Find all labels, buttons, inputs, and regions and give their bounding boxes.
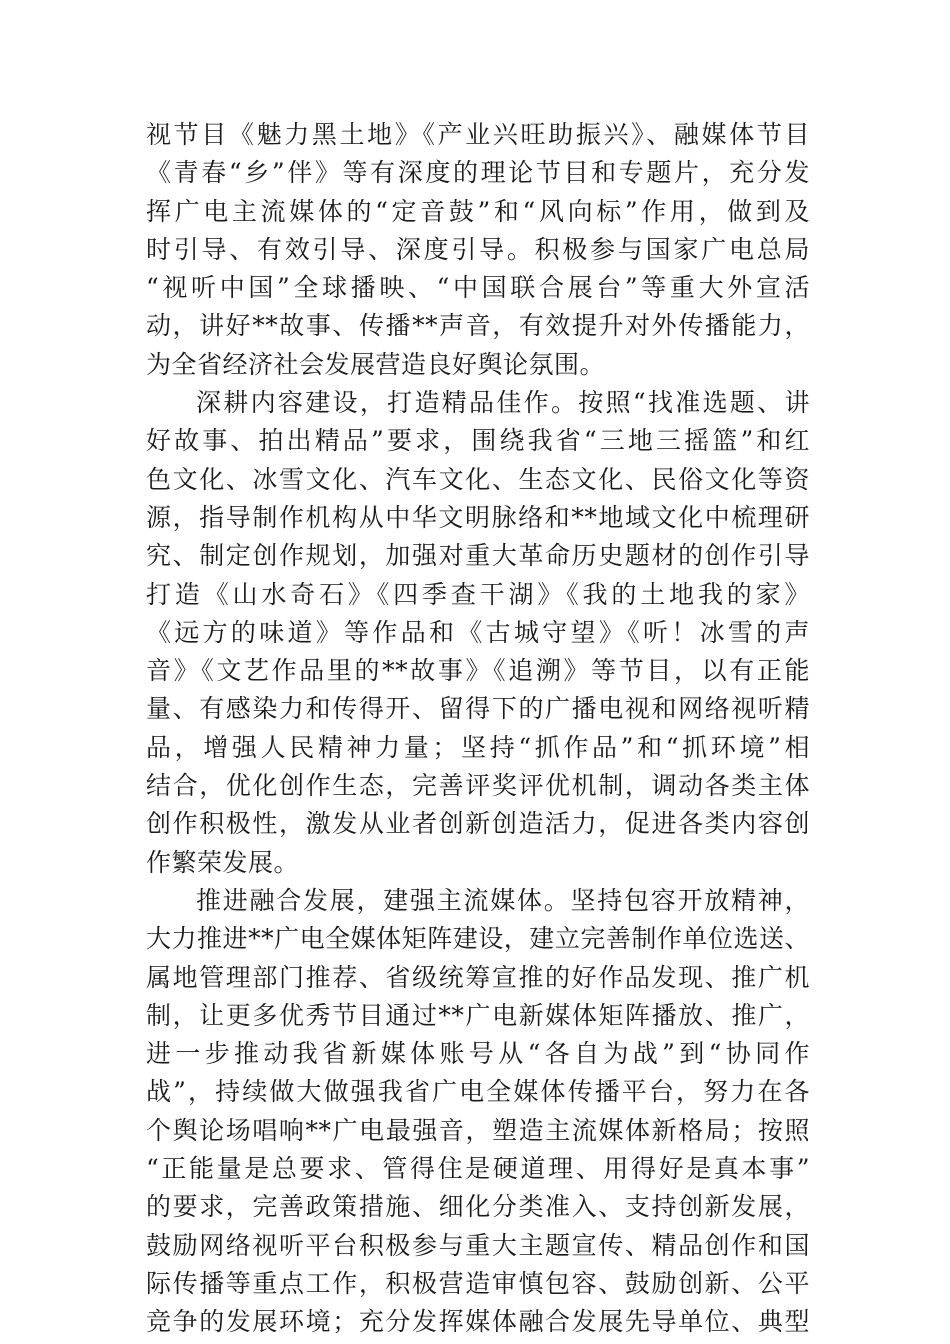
text-line: 好故事、拍出精品”要求，围绕我省“三地三摇篮”和红 [146,426,810,456]
text-line: 的要求，完善政策措施、细化分类准入、支持创新发展， [146,1192,810,1222]
text-line: 鼓励网络视听平台积极参与重大主题宣传、精品创作和国 [146,1230,810,1260]
text-line: 《远方的味道》等作品和《古城守望》《听！冰雪的声 [146,617,810,647]
text-line: 色文化、冰雪文化、汽车文化、生态文化、民俗文化等资 [146,464,810,494]
text-line: 作繁荣发展。 [146,847,300,877]
text-line: 进一步推动我省新媒体账号从“各自为战”到“协同作 [146,1039,810,1069]
text-line: “正能量是总要求、管得住是硬道理、用得好是真本事” [146,1154,810,1184]
text-line: 制，让更多优秀节目通过**广电新媒体矩阵播放、推广， [146,1000,810,1030]
body-text [146,116,810,1342]
text-line: 品，增强人民精神力量；坚持“抓作品”和“抓环境”相 [146,732,810,762]
text-line: 际传播等重点工作，积极营造审慎包容、鼓励创新、公平 [146,1268,810,1298]
text-line: 视节目《魅力黑土地》《产业兴旺助振兴》、融媒体节目 [146,120,810,149]
text-line: 竞争的发展环境；充分发挥媒体融合发展先导单位、典型 [146,1307,810,1337]
text-line: 结合，优化创作生态，完善评奖评优机制，调动各类主体 [146,771,810,801]
text-line: 打造《山水奇石》《四季查干湖》《我的土地我的家》 [146,579,810,609]
text-line: 大力推进**广电全媒体矩阵建设，建立完善制作单位选送、 [146,924,810,954]
text-line: 推进融合发展，建强主流媒体。坚持包容开放精神， [196,885,810,915]
text-line: 音》《文艺作品里的**故事》《追溯》等节目，以有正能 [146,656,810,686]
text-line: 创作积极性，激发从业者创新创造活力，促进各类内容创 [146,809,810,839]
text-line: 战”，持续做大做强我省广电全媒体传播平台，努力在各 [146,1077,810,1107]
text-line: 动，讲好**故事、传播**声音，有效提升对外传播能力， [146,311,810,341]
text-line: 《青春“乡”伴》等有深度的理论节目和专题片，充分发 [146,158,810,188]
text-line: 深耕内容建设，打造精品佳作。按照“找准选题、讲 [196,388,810,418]
text-line: 量、有感染力和传得开、留得下的广播电视和网络视听精 [146,694,810,724]
text-line: 个舆论场唱响**广电最强音，塑造主流媒体新格局；按照 [146,1115,810,1145]
text-line: 挥广电主流媒体的“定音鼓”和“风向标”作用，做到及 [146,196,810,226]
text-line: “视听中国”全球播映、“中国联合展台”等重大外宣活 [146,273,810,303]
text-line: 源，指导制作机构从中华文明脉络和**地域文化中梳理研 [146,502,810,532]
text-line: 为全省经济社会发展营造良好舆论氛围。 [146,349,606,379]
text-line: 究、制定创作规划，加强对重大革命历史题材的创作引导 [146,541,810,571]
text-line: 属地管理部门推荐、省级统筹宣推的好作品发现、推广机 [146,962,810,992]
text-line: 时引导、有效引导、深度引导。积极参与国家广电总局 [146,234,810,264]
